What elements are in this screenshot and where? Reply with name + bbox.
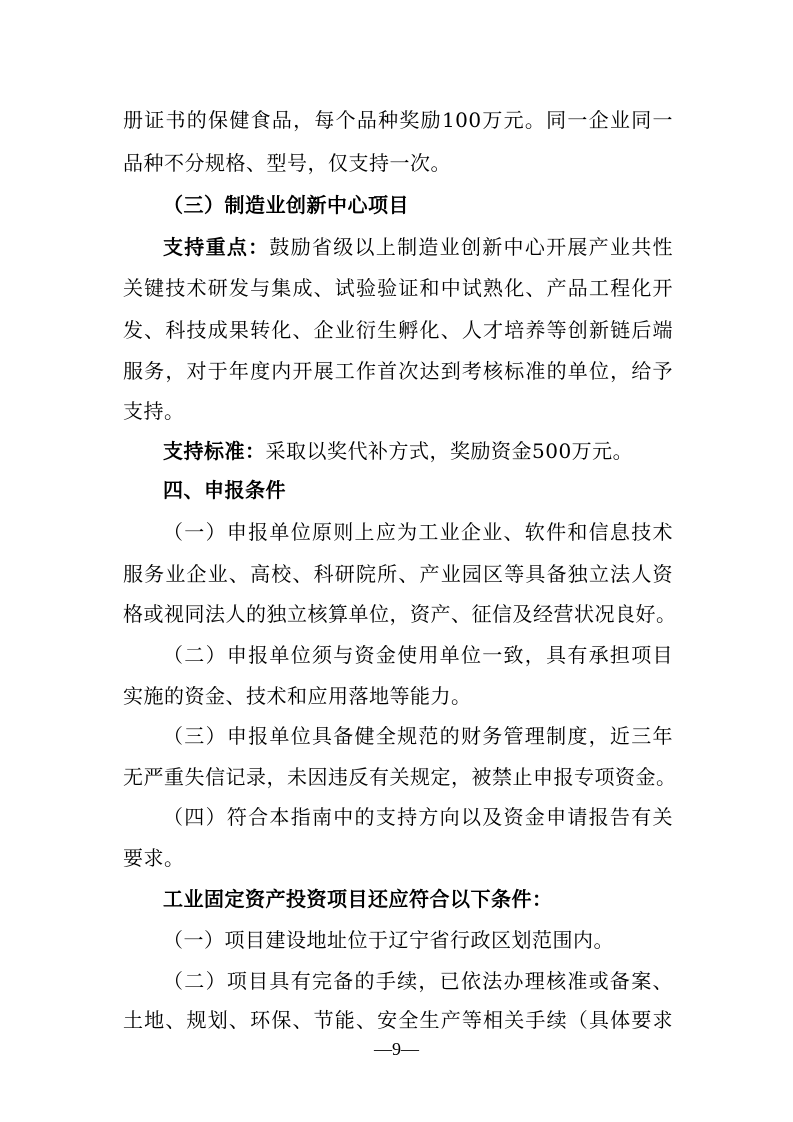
paragraph-line: 发、科技成果转化、企业衍生孵化、人才培养等创新链后端 xyxy=(123,318,673,342)
paragraph-line: 服务，对于年度内开展工作首次达到考核标准的单位，给予 xyxy=(123,359,673,383)
paragraph-line: 服务业企业、高校、科研院所、产业园区等具备独立法人资 xyxy=(123,562,673,586)
paragraph-line: （二）申报单位须与资金使用单位一致，具有承担项目 xyxy=(163,643,673,667)
paragraph-line: 关键技术研发与集成、试验验证和中试熟化、产品工程化开 xyxy=(123,276,673,300)
section-heading: 四、申报条件 xyxy=(163,478,286,502)
paragraph-line: （二）项目具有完备的手续，已依法办理核准或备案、 xyxy=(163,969,673,993)
section-heading: 工业固定资产投资项目还应符合以下条件： xyxy=(163,887,553,911)
page-number: —9— xyxy=(374,1039,419,1059)
paragraph-line: 实施的资金、技术和应用落地等能力。 xyxy=(123,684,472,708)
label-support-focus: 支持重点： xyxy=(163,235,270,259)
paragraph-line: 支持。 xyxy=(123,399,185,423)
paragraph-line: 格或视同法人的独立核算单位，资产、征信及经营状况良好。 xyxy=(123,602,677,626)
paragraph-line: 要求。 xyxy=(123,846,185,870)
paragraph-line: （四）符合本指南中的支持方向以及资金申请报告有关 xyxy=(163,805,673,829)
paragraph-line xyxy=(163,439,633,463)
section-heading: （三）制造业创新中心项目 xyxy=(163,193,409,217)
label-support-standard: 支持标准： xyxy=(163,439,266,463)
paragraph-line: （一）项目建设地址位于辽宁省行政区划范围内。 xyxy=(163,928,614,952)
paragraph-line: 无严重失信记录，未因违反有关规定，被禁止申报专项资金。 xyxy=(123,765,677,789)
paragraph-line: 册证书的保健食品，每个品种奖励100万元。同一企业同一 xyxy=(123,108,673,132)
paragraph-line xyxy=(163,235,673,259)
paragraph-text: 鼓励省级以上制造业创新中心开展产业共性 xyxy=(269,235,674,259)
paragraph-line: 土地、规划、环保、节能、安全生产等相关手续（具体要求 xyxy=(123,1008,673,1032)
paragraph-line: （一）申报单位原则上应为工业企业、软件和信息技术 xyxy=(163,520,673,544)
paragraph-text: 采取以奖代补方式，奖励资金500万元。 xyxy=(265,439,634,463)
paragraph-line: 品种不分规格、型号，仅支持一次。 xyxy=(123,151,451,175)
paragraph-line: （三）申报单位具备健全规范的财务管理制度，近三年 xyxy=(163,724,673,748)
